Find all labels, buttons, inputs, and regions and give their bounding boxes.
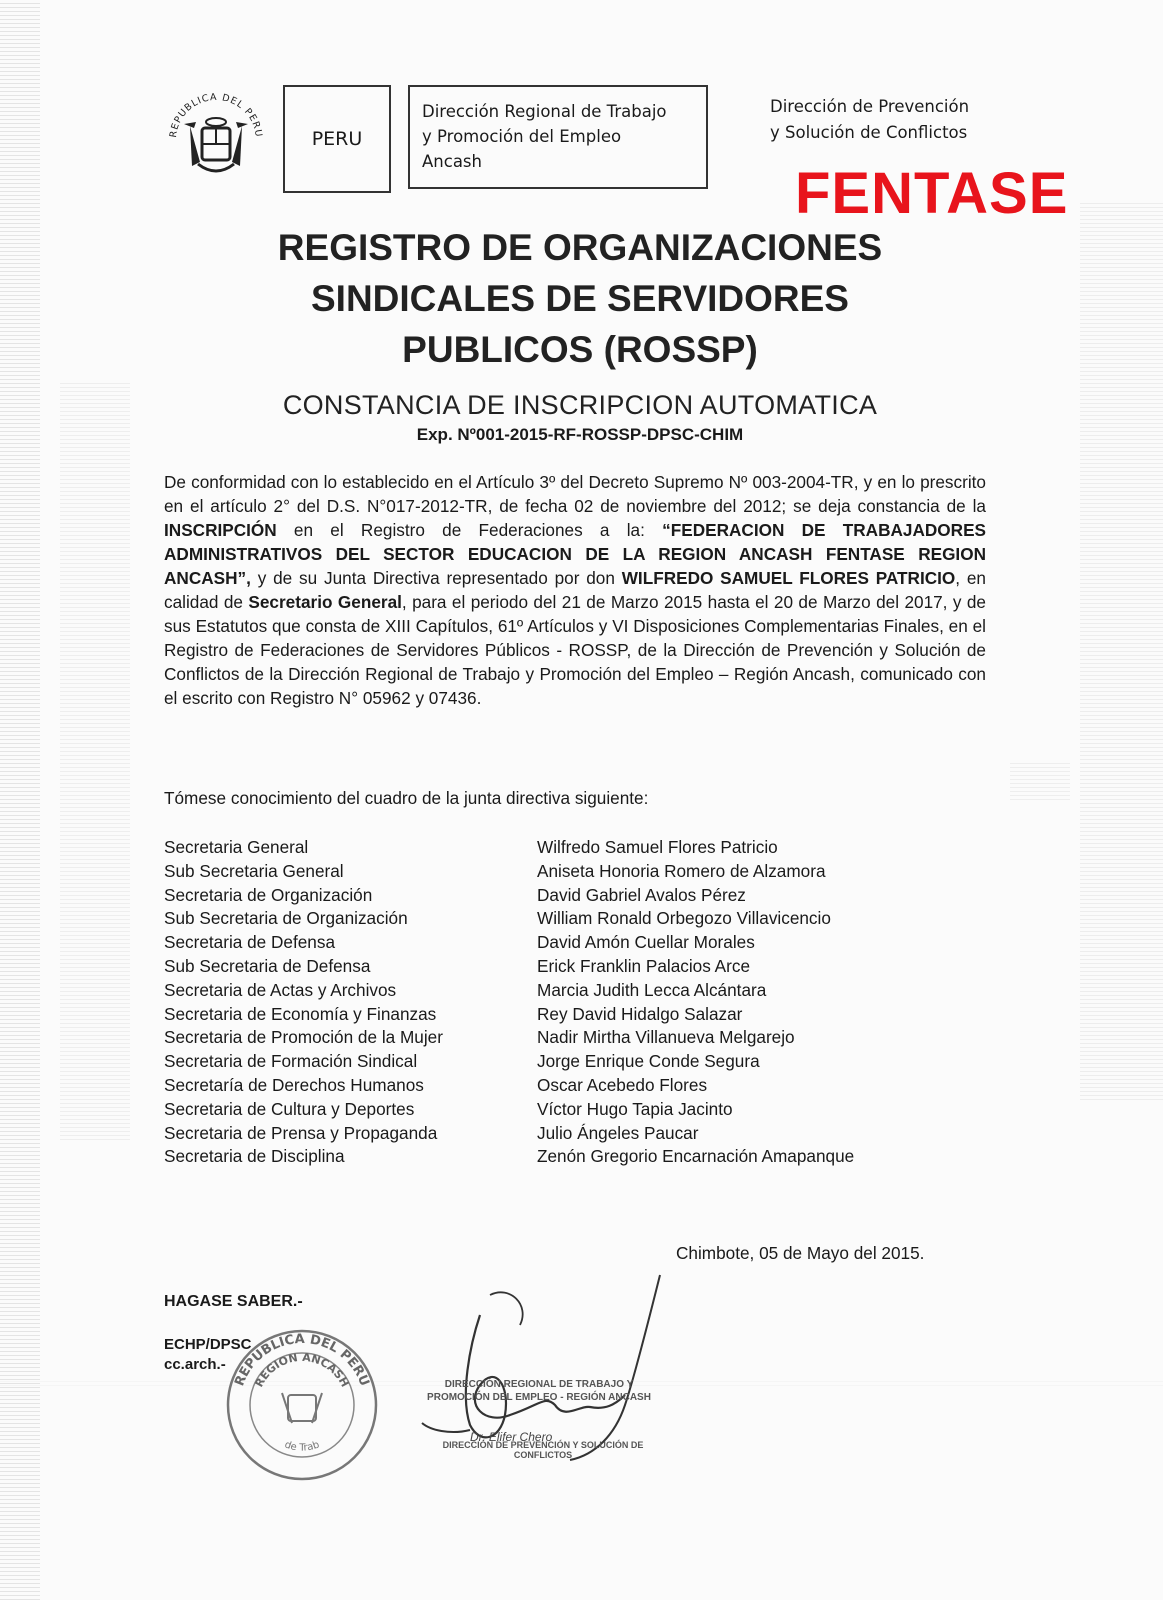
junta-directiva-list	[164, 836, 964, 1169]
junta-row	[164, 979, 964, 1003]
junta-member-name: David Gabriel Avalos Pérez	[537, 884, 746, 905]
prevention-office	[770, 94, 1030, 146]
junta-row	[164, 955, 964, 979]
junta-member-name: Jorge Enrique Conde Segura	[537, 1051, 760, 1072]
scan-streak	[1010, 760, 1070, 800]
junta-member-name: Zenón Gregorio Encarnación Amapanque	[537, 1146, 855, 1167]
country-label: PERU	[311, 128, 363, 150]
junta-member-name: Erick Franklin Palacios Arce	[537, 955, 751, 976]
reference-line: ECHP/DPSC	[164, 1336, 252, 1353]
junta-row	[164, 860, 964, 884]
signature-office-line: DIRECCIÓN DE PREVENCIÓN Y SOLUCIÓN DE CONFLICTOS	[442, 1440, 644, 1460]
junta-row	[164, 884, 964, 908]
closing-line: HAGASE SABER.-	[164, 1293, 303, 1310]
reference-line: cc.arch.-	[164, 1356, 226, 1373]
junta-member-name: Marcia Judith Lecca Alcántara	[537, 979, 767, 1000]
title-line: SINDICALES DE SERVIDORES	[311, 278, 849, 319]
junta-member-name: Rey David Hidalgo Salazar	[537, 1003, 743, 1024]
signature-line: DIRECCIÓN REGIONAL DE TRABAJO Y	[444, 1379, 634, 1390]
document-title	[160, 222, 1000, 375]
junta-role: Secretaria de Organización	[164, 884, 373, 905]
stamp-outer-text: REPUBLICA DEL PERU	[232, 1331, 372, 1389]
junta-role: Sub Secretaria General	[164, 860, 344, 881]
scan-streak	[0, 0, 40, 1600]
junta-role: Secretaria de Actas y Archivos	[164, 979, 397, 1000]
brand-label: FENTASE	[795, 161, 1069, 226]
coat-of-arms-icon	[162, 82, 270, 190]
scan-streak	[60, 380, 130, 1140]
junta-row	[164, 931, 964, 955]
junta-row	[164, 907, 964, 931]
junta-role: Secretaria de Disciplina	[164, 1146, 345, 1167]
junta-role: Sub Secretaria de Organización	[164, 908, 408, 929]
junta-role: Secretaria de Promoción de la Mujer	[164, 1027, 443, 1048]
official-stamp-icon	[222, 1325, 382, 1485]
direction-line: Dirección Regional de Trabajo	[422, 102, 667, 121]
signature-office	[424, 1378, 654, 1404]
junta-role: Secretaria de Formación Sindical	[164, 1051, 418, 1072]
junta-row	[164, 1026, 964, 1050]
junta-member-name: David Amón Cuellar Morales	[537, 932, 755, 953]
junta-member-name: Víctor Hugo Tapia Jacinto	[537, 1098, 733, 1119]
junta-role: Secretaria General	[164, 837, 309, 857]
body-bold-segment: Secretario General	[248, 592, 402, 612]
prevention-line: Dirección de Prevención	[770, 97, 970, 116]
junta-member-name: Nadir Mirtha Villanueva Melgarejo	[537, 1027, 795, 1048]
junta-role: Secretaria de Economía y Finanzas	[164, 1003, 437, 1024]
body-bold-segment: WILFREDO SAMUEL FLORES PATRICIO	[621, 568, 956, 588]
signature-line: PROMOCIÓN DEL EMPLEO - REGIÓN ANCASH	[427, 1392, 651, 1403]
document-subtitle: CONSTANCIA DE INSCRIPCION AUTOMATICA	[282, 390, 878, 420]
junta-row	[164, 1050, 964, 1074]
junta-intro: Tómese conocimiento del cuadro de la junta directiva siguiente:	[164, 788, 649, 808]
direction-box	[408, 85, 708, 189]
direction-line: Ancash	[422, 152, 482, 171]
body-text-segment: , para el periodo del 21 de Marzo 2015 hasta el 20 de Marzo del 2017, y de sus Estatutos que consta de XIII Capítulos, 61º Artículos y VI Disposiciones Complementarias Finales, en el Registro de Federaciones de Servidores Públicos - ROSSP, de la Dirección de Prevención y Solución de Conflictos de la Dirección Regional de Trabajo y Promoción del Empleo – Región Ancash, comunicado con el escrito con Registro N° 05962 y 07436.	[164, 592, 986, 708]
body-text-segment: , en calidad de	[164, 568, 986, 612]
junta-row	[164, 1145, 964, 1169]
stamp-bottom-text: de Trab	[282, 1439, 322, 1454]
body-text-segment: en el Registro de Federaciones a la:	[276, 520, 663, 540]
title-line: REGISTRO DE ORGANIZACIONES	[277, 227, 883, 268]
seal-text: REPUBLICA DEL PERU	[167, 91, 265, 139]
junta-member-name: Julio Ángeles Paucar	[537, 1122, 699, 1143]
junta-member-name: Oscar Acebedo Flores	[537, 1074, 708, 1095]
junta-member-name: William Ronald Orbegozo Villavicencio	[537, 908, 831, 929]
junta-member-name: Aniseta Honoria Romero de Alzamora	[537, 860, 826, 881]
direction-line: y Promoción del Empleo	[422, 127, 622, 146]
junta-role: Secretaria de Defensa	[164, 932, 336, 953]
expediente-number: Exp. Nº001-2015-RF-ROSSP-DPSC-CHIM	[416, 425, 744, 444]
body-bold-segment: INSCRIPCIÓN	[164, 520, 277, 540]
prevention-line: y Solución de Conflictos	[770, 123, 968, 142]
junta-row	[164, 1122, 964, 1146]
body-text-segment: y de su Junta Directiva representado por don	[250, 568, 622, 588]
junta-role: Secretaria de Cultura y Deportes	[164, 1098, 415, 1119]
body-bold-segment: “FEDERACION DE TRABAJADORES ADMINISTRATIVOS DEL SECTOR EDUCACION DE LA REGION ANCASH FENTASE REGION ANCASH”,	[164, 520, 986, 588]
document-date: Chimbote, 05 de Mayo del 2015.	[676, 1243, 925, 1263]
svg-text:de Trab	[283, 1439, 321, 1453]
junta-row	[164, 1003, 964, 1027]
junta-member-name: Wilfredo Samuel Flores Patricio	[537, 837, 778, 857]
junta-role: Sub Secretaria de Defensa	[164, 955, 371, 976]
junta-row	[164, 1074, 964, 1098]
title-line: PUBLICOS (ROSSP)	[402, 329, 758, 370]
signatory-name: Dr. Elifer Chero	[470, 1430, 553, 1444]
junta-role: Secretaría de Derechos Humanos	[164, 1074, 424, 1095]
body-paragraph	[164, 470, 986, 710]
junta-row	[164, 836, 964, 860]
stamp-inner-text: REGION ANCASH	[252, 1350, 352, 1390]
junta-role: Secretaria de Prensa y Propaganda	[164, 1122, 438, 1143]
country-box	[283, 85, 391, 193]
scan-streak	[1080, 200, 1163, 1100]
junta-row	[164, 1098, 964, 1122]
body-text-segment: De conformidad con lo establecido en el Artículo 3º del Decreto Supremo Nº 003-2004-TR, y en lo prescrito en el artículo 2° del D.S. N°017-2012-TR, de fecha 02 de noviembre del 2012; se deja constancia de la	[164, 472, 986, 516]
